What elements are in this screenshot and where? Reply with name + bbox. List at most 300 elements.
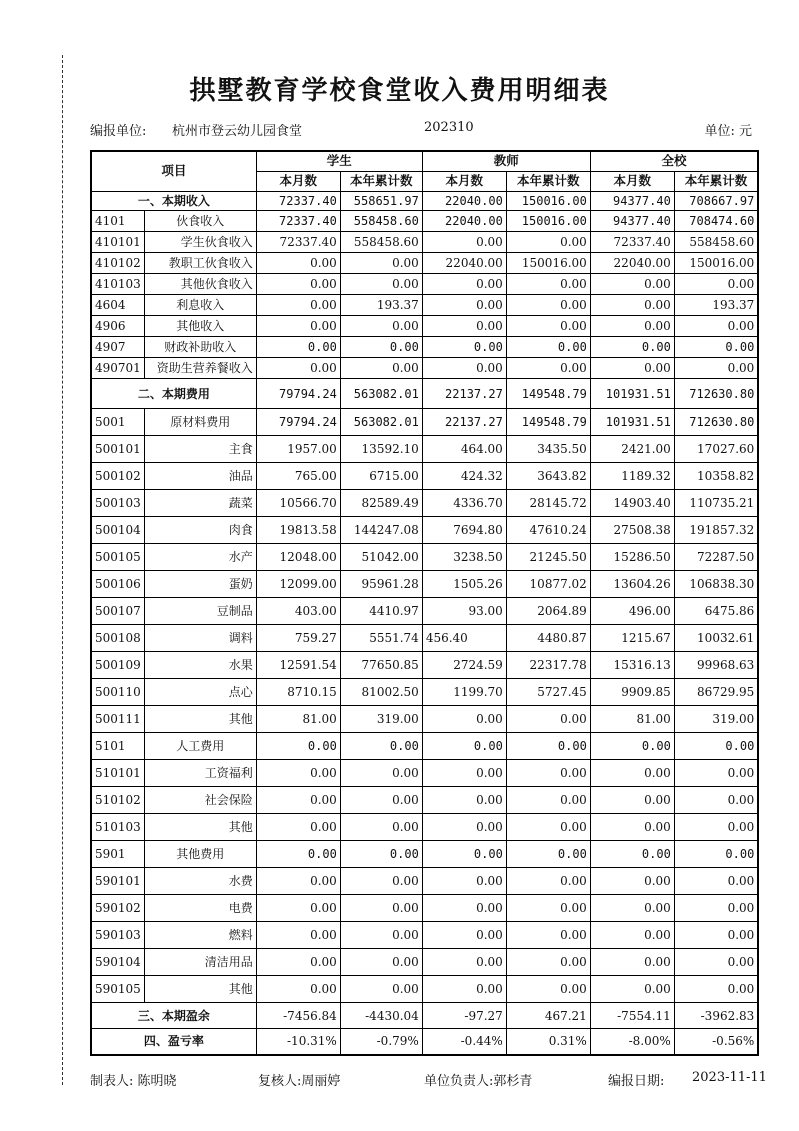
value-cell: 558458.60 (674, 232, 758, 253)
value-cell: 72337.40 (256, 192, 340, 211)
value-cell: 0.00 (590, 787, 674, 814)
table-row (91, 895, 758, 922)
table-row (91, 814, 758, 841)
value-cell: 77650.85 (340, 652, 422, 679)
detail-table (90, 150, 759, 1056)
value-cell: -0.44% (422, 1029, 506, 1055)
row-label: 教职工伙食收入 (144, 253, 256, 274)
value-cell: 0.00 (506, 358, 590, 379)
value-cell: 0.00 (256, 337, 340, 358)
value-cell: 6715.00 (340, 463, 422, 490)
value-cell: 0.00 (506, 337, 590, 358)
value-cell: 12099.00 (256, 571, 340, 598)
value-cell: 79794.24 (256, 379, 340, 409)
value-cell: 10566.70 (256, 490, 340, 517)
value-cell: 0.00 (506, 949, 590, 976)
value-cell: 0.00 (422, 706, 506, 733)
value-cell: 0.00 (590, 949, 674, 976)
value-cell: 0.00 (674, 868, 758, 895)
value-cell: 12591.54 (256, 652, 340, 679)
value-cell: 101931.51 (590, 409, 674, 436)
table-row (91, 571, 758, 598)
value-cell: 144247.08 (340, 517, 422, 544)
table-row (91, 274, 758, 295)
value-cell: 0.00 (590, 868, 674, 895)
value-cell: 1505.26 (422, 571, 506, 598)
value-cell: 150016.00 (506, 192, 590, 211)
value-cell: 759.27 (256, 625, 340, 652)
value-cell: 0.00 (256, 922, 340, 949)
value-cell: 17027.60 (674, 436, 758, 463)
table-row (91, 868, 758, 895)
table-row (91, 949, 758, 976)
row-label: 四、盈亏率 (91, 1029, 256, 1055)
row-label: 蔬菜 (144, 490, 256, 517)
value-cell: 10032.61 (674, 625, 758, 652)
row-label: 主食 (144, 436, 256, 463)
value-cell: 765.00 (256, 463, 340, 490)
row-label: 原材料费用 (144, 409, 256, 436)
value-cell: 708667.97 (674, 192, 758, 211)
reviewer: 复核人:周丽婷 (258, 1074, 341, 1089)
row-label: 人工费用 (144, 733, 256, 760)
table-row (91, 544, 758, 571)
value-cell: 708474.60 (674, 211, 758, 232)
value-cell: 0.00 (674, 922, 758, 949)
value-cell: 110735.21 (674, 490, 758, 517)
value-cell: 95961.28 (340, 571, 422, 598)
value-cell: 99968.63 (674, 652, 758, 679)
reporting-unit-name: 杭州市登云幼儿园食堂 (172, 124, 303, 139)
row-code: 4604 (91, 295, 144, 316)
row-label: 电费 (144, 895, 256, 922)
value-cell: 563082.01 (340, 409, 422, 436)
value-cell: 0.00 (590, 358, 674, 379)
value-cell: 0.00 (256, 253, 340, 274)
value-cell: 10358.82 (674, 463, 758, 490)
value-cell: 0.00 (674, 316, 758, 337)
value-cell: 0.00 (422, 358, 506, 379)
value-cell: 456.40 (422, 625, 506, 652)
value-cell: 0.00 (422, 787, 506, 814)
value-cell: 4336.70 (422, 490, 506, 517)
unit-supervisor: 单位负责人:郭杉青 (424, 1074, 533, 1089)
value-cell: 0.00 (506, 787, 590, 814)
value-cell: -97.27 (422, 1003, 506, 1029)
table-row (91, 337, 758, 358)
table-row (91, 517, 758, 544)
report-title: 拱墅教育学校食堂收入费用明细表 (189, 76, 610, 106)
item-header: 项目 (91, 151, 256, 192)
value-cell: 0.00 (590, 295, 674, 316)
value-cell: 22317.78 (506, 652, 590, 679)
value-cell: 0.00 (506, 316, 590, 337)
table-row (91, 463, 758, 490)
value-cell: 193.37 (340, 295, 422, 316)
value-cell: 0.00 (422, 274, 506, 295)
value-cell: 0.00 (422, 895, 506, 922)
row-label: 其他 (144, 814, 256, 841)
row-code: 5901 (91, 841, 144, 868)
value-cell: 0.00 (506, 274, 590, 295)
value-cell: 0.00 (422, 316, 506, 337)
value-cell: 15286.50 (590, 544, 674, 571)
row-code: 590102 (91, 895, 144, 922)
value-cell: 3643.82 (506, 463, 590, 490)
table-row (91, 295, 758, 316)
row-code: 410101 (91, 232, 144, 253)
subheader-monthly: 本月数 (256, 172, 340, 192)
value-cell: 72337.40 (256, 232, 340, 253)
value-cell: 0.00 (422, 232, 506, 253)
value-cell: 2064.89 (506, 598, 590, 625)
row-label: 调料 (144, 625, 256, 652)
row-label: 三、本期盈余 (91, 1003, 256, 1029)
value-cell: 0.00 (256, 760, 340, 787)
table-row (91, 253, 758, 274)
value-cell: 0.00 (340, 976, 422, 1003)
table-row (91, 192, 758, 211)
row-label: 伙食收入 (144, 211, 256, 232)
row-label: 其他收入 (144, 316, 256, 337)
value-cell: 0.00 (506, 868, 590, 895)
value-cell: 0.00 (340, 337, 422, 358)
value-cell: 94377.40 (590, 192, 674, 211)
value-cell: 0.00 (256, 895, 340, 922)
value-cell: 0.00 (590, 733, 674, 760)
table-body (91, 192, 758, 1055)
row-code: 4906 (91, 316, 144, 337)
value-cell: 79794.24 (256, 409, 340, 436)
row-code: 5001 (91, 409, 144, 436)
value-cell: 464.00 (422, 436, 506, 463)
row-label: 社会保险 (144, 787, 256, 814)
subheader-ytd: 本年累计数 (506, 172, 590, 192)
value-cell: 0.00 (422, 841, 506, 868)
table-row (91, 652, 758, 679)
value-cell: 0.00 (590, 976, 674, 1003)
table-row (91, 211, 758, 232)
subheader-monthly: 本月数 (590, 172, 674, 192)
value-cell: 10877.02 (506, 571, 590, 598)
row-code: 4101 (91, 211, 144, 232)
value-cell: 0.00 (340, 274, 422, 295)
binding-cut-line (62, 55, 63, 1085)
value-cell: 150016.00 (674, 253, 758, 274)
value-cell: 22137.27 (422, 379, 506, 409)
value-cell: 0.00 (256, 733, 340, 760)
row-code: 500106 (91, 571, 144, 598)
value-cell: 0.00 (674, 358, 758, 379)
value-cell: 0.00 (256, 358, 340, 379)
preparer: 制表人: 陈明晓 (90, 1074, 177, 1089)
value-cell: 1215.67 (590, 625, 674, 652)
row-code: 590104 (91, 949, 144, 976)
value-cell: 0.00 (674, 841, 758, 868)
subheader-monthly: 本月数 (422, 172, 506, 192)
row-label: 其他伙食收入 (144, 274, 256, 295)
value-cell: 0.00 (506, 895, 590, 922)
table-row (91, 760, 758, 787)
value-cell: 0.00 (674, 814, 758, 841)
table-row (91, 316, 758, 337)
value-cell: 0.00 (256, 787, 340, 814)
value-cell: 403.00 (256, 598, 340, 625)
value-cell: 0.00 (256, 868, 340, 895)
value-cell: 9909.85 (590, 679, 674, 706)
row-code: 500110 (91, 679, 144, 706)
value-cell: 0.00 (506, 922, 590, 949)
value-cell: 5727.45 (506, 679, 590, 706)
value-cell: 150016.00 (506, 253, 590, 274)
value-cell: 149548.79 (506, 409, 590, 436)
value-cell: 149548.79 (506, 379, 590, 409)
value-cell: 22040.00 (590, 253, 674, 274)
value-cell: 558458.60 (340, 211, 422, 232)
value-cell: 0.00 (506, 295, 590, 316)
value-cell: 81.00 (590, 706, 674, 733)
value-cell: 82589.49 (340, 490, 422, 517)
value-cell: 72337.40 (590, 232, 674, 253)
value-cell: 72287.50 (674, 544, 758, 571)
table-row (91, 841, 758, 868)
value-cell: -10.31% (256, 1029, 340, 1055)
row-label: 其他 (144, 976, 256, 1003)
value-cell: 0.00 (506, 841, 590, 868)
report-sheet (90, 150, 759, 1056)
reporting-unit-label: 编报单位: (90, 124, 147, 139)
row-label: 蛋奶 (144, 571, 256, 598)
value-cell: 4480.87 (506, 625, 590, 652)
value-cell: 47610.24 (506, 517, 590, 544)
value-cell: 0.00 (340, 760, 422, 787)
report-date-label: 编报日期: (608, 1074, 665, 1089)
value-cell: 712630.80 (674, 409, 758, 436)
row-label: 豆制品 (144, 598, 256, 625)
row-code: 590103 (91, 922, 144, 949)
value-cell: 467.21 (506, 1003, 590, 1029)
value-cell: 0.00 (590, 814, 674, 841)
value-cell: 1189.32 (590, 463, 674, 490)
table-row (91, 232, 758, 253)
value-cell: 0.00 (422, 976, 506, 1003)
row-label: 清洁用品 (144, 949, 256, 976)
row-label: 油品 (144, 463, 256, 490)
value-cell: 193.37 (674, 295, 758, 316)
table-row (91, 1003, 758, 1029)
value-cell: 0.00 (422, 295, 506, 316)
table-row (91, 625, 758, 652)
value-cell: 86729.95 (674, 679, 758, 706)
value-cell: 0.00 (256, 814, 340, 841)
row-label: 水果 (144, 652, 256, 679)
value-cell: -3962.83 (674, 1003, 758, 1029)
value-cell: 0.00 (256, 274, 340, 295)
row-label: 其他费用 (144, 841, 256, 868)
value-cell: 15316.13 (590, 652, 674, 679)
table-row (91, 976, 758, 1003)
row-code: 500105 (91, 544, 144, 571)
table-row (91, 1029, 758, 1055)
value-cell: 0.00 (674, 949, 758, 976)
value-cell: 1199.70 (422, 679, 506, 706)
value-cell: 0.00 (506, 976, 590, 1003)
value-cell: 0.00 (590, 274, 674, 295)
group-header-students: 学生 (256, 151, 422, 172)
value-cell: 0.00 (506, 760, 590, 787)
value-cell: 22137.27 (422, 409, 506, 436)
group-header-school: 全校 (590, 151, 758, 172)
value-cell: 563082.01 (340, 379, 422, 409)
table-row (91, 409, 758, 436)
value-cell: 0.00 (340, 895, 422, 922)
value-cell: 28145.72 (506, 490, 590, 517)
table-row (91, 706, 758, 733)
row-code: 500102 (91, 463, 144, 490)
row-code: 500103 (91, 490, 144, 517)
value-cell: 14903.40 (590, 490, 674, 517)
value-cell: 319.00 (340, 706, 422, 733)
value-cell: 0.00 (506, 733, 590, 760)
row-label: 水产 (144, 544, 256, 571)
row-label: 学生伙食收入 (144, 232, 256, 253)
row-label: 水费 (144, 868, 256, 895)
value-cell: 0.00 (590, 337, 674, 358)
row-code: 5101 (91, 733, 144, 760)
row-code: 510103 (91, 814, 144, 841)
row-label: 工资福利 (144, 760, 256, 787)
value-cell: 0.00 (674, 733, 758, 760)
value-cell: 0.00 (590, 895, 674, 922)
value-cell: 8710.15 (256, 679, 340, 706)
table-row (91, 358, 758, 379)
value-cell: 0.00 (422, 949, 506, 976)
value-cell: 0.00 (422, 760, 506, 787)
value-cell: 12048.00 (256, 544, 340, 571)
value-cell: -8.00% (590, 1029, 674, 1055)
value-cell: 0.00 (340, 949, 422, 976)
value-cell: 94377.40 (590, 211, 674, 232)
value-cell: 0.00 (340, 733, 422, 760)
value-cell: 0.00 (674, 337, 758, 358)
value-cell: 0.00 (674, 895, 758, 922)
value-cell: 13592.10 (340, 436, 422, 463)
row-label: 二、本期费用 (91, 379, 256, 409)
value-cell: 81002.50 (340, 679, 422, 706)
value-cell: 191857.32 (674, 517, 758, 544)
row-code: 490701 (91, 358, 144, 379)
value-cell: 72337.40 (256, 211, 340, 232)
value-cell: 558458.60 (340, 232, 422, 253)
value-cell: 424.32 (422, 463, 506, 490)
row-code: 510101 (91, 760, 144, 787)
value-cell: 3238.50 (422, 544, 506, 571)
value-cell: -0.79% (340, 1029, 422, 1055)
value-cell: 0.00 (674, 787, 758, 814)
row-label: 财政补助收入 (144, 337, 256, 358)
row-code: 500108 (91, 625, 144, 652)
value-cell: 0.00 (506, 706, 590, 733)
value-cell: 22040.00 (422, 211, 506, 232)
value-cell: 5551.74 (340, 625, 422, 652)
value-cell: 0.00 (590, 316, 674, 337)
value-cell: 0.00 (674, 976, 758, 1003)
row-code: 590101 (91, 868, 144, 895)
value-cell: 106838.30 (674, 571, 758, 598)
value-cell: 0.00 (340, 922, 422, 949)
table-row (91, 436, 758, 463)
value-cell: 0.00 (590, 760, 674, 787)
value-cell: 0.00 (422, 922, 506, 949)
value-cell: 0.00 (422, 814, 506, 841)
value-cell: 0.00 (256, 841, 340, 868)
value-cell: 2421.00 (590, 436, 674, 463)
value-cell: 712630.80 (674, 379, 758, 409)
row-code: 500111 (91, 706, 144, 733)
value-cell: 6475.86 (674, 598, 758, 625)
report-period: 202310 (424, 120, 474, 135)
table-row (91, 379, 758, 409)
value-cell: 19813.58 (256, 517, 340, 544)
value-cell: 3435.50 (506, 436, 590, 463)
value-cell: 0.00 (674, 274, 758, 295)
subheader-ytd: 本年累计数 (340, 172, 422, 192)
value-cell: 150016.00 (506, 211, 590, 232)
row-code: 410102 (91, 253, 144, 274)
row-code: 410103 (91, 274, 144, 295)
value-cell: 0.00 (256, 316, 340, 337)
currency-unit: 单位: 元 (704, 124, 752, 139)
value-cell: 0.00 (590, 841, 674, 868)
table-row (91, 598, 758, 625)
value-cell: 0.00 (422, 733, 506, 760)
value-cell: 0.00 (422, 868, 506, 895)
value-cell: 0.00 (506, 814, 590, 841)
value-cell: 0.00 (340, 868, 422, 895)
value-cell: 22040.00 (422, 253, 506, 274)
value-cell: 0.31% (506, 1029, 590, 1055)
report-date: 2023-11-11 (692, 1070, 767, 1085)
value-cell: 0.00 (256, 976, 340, 1003)
value-cell: 0.00 (422, 337, 506, 358)
value-cell: 7694.80 (422, 517, 506, 544)
value-cell: 13604.26 (590, 571, 674, 598)
subheader-ytd: 本年累计数 (674, 172, 758, 192)
row-label: 利息收入 (144, 295, 256, 316)
value-cell: 51042.00 (340, 544, 422, 571)
value-cell: 558651.97 (340, 192, 422, 211)
table-row (91, 922, 758, 949)
row-code: 590105 (91, 976, 144, 1003)
value-cell: 27508.38 (590, 517, 674, 544)
value-cell: 22040.00 (422, 192, 506, 211)
value-cell: 319.00 (674, 706, 758, 733)
value-cell: 0.00 (590, 922, 674, 949)
value-cell: 0.00 (256, 295, 340, 316)
group-header-teachers: 教师 (422, 151, 590, 172)
value-cell: 21245.50 (506, 544, 590, 571)
table-row (91, 679, 758, 706)
row-code: 500109 (91, 652, 144, 679)
value-cell: -0.56% (674, 1029, 758, 1055)
value-cell: 81.00 (256, 706, 340, 733)
row-code: 500101 (91, 436, 144, 463)
row-code: 4907 (91, 337, 144, 358)
table-row (91, 787, 758, 814)
row-label: 肉食 (144, 517, 256, 544)
value-cell: 1957.00 (256, 436, 340, 463)
row-label: 点心 (144, 679, 256, 706)
